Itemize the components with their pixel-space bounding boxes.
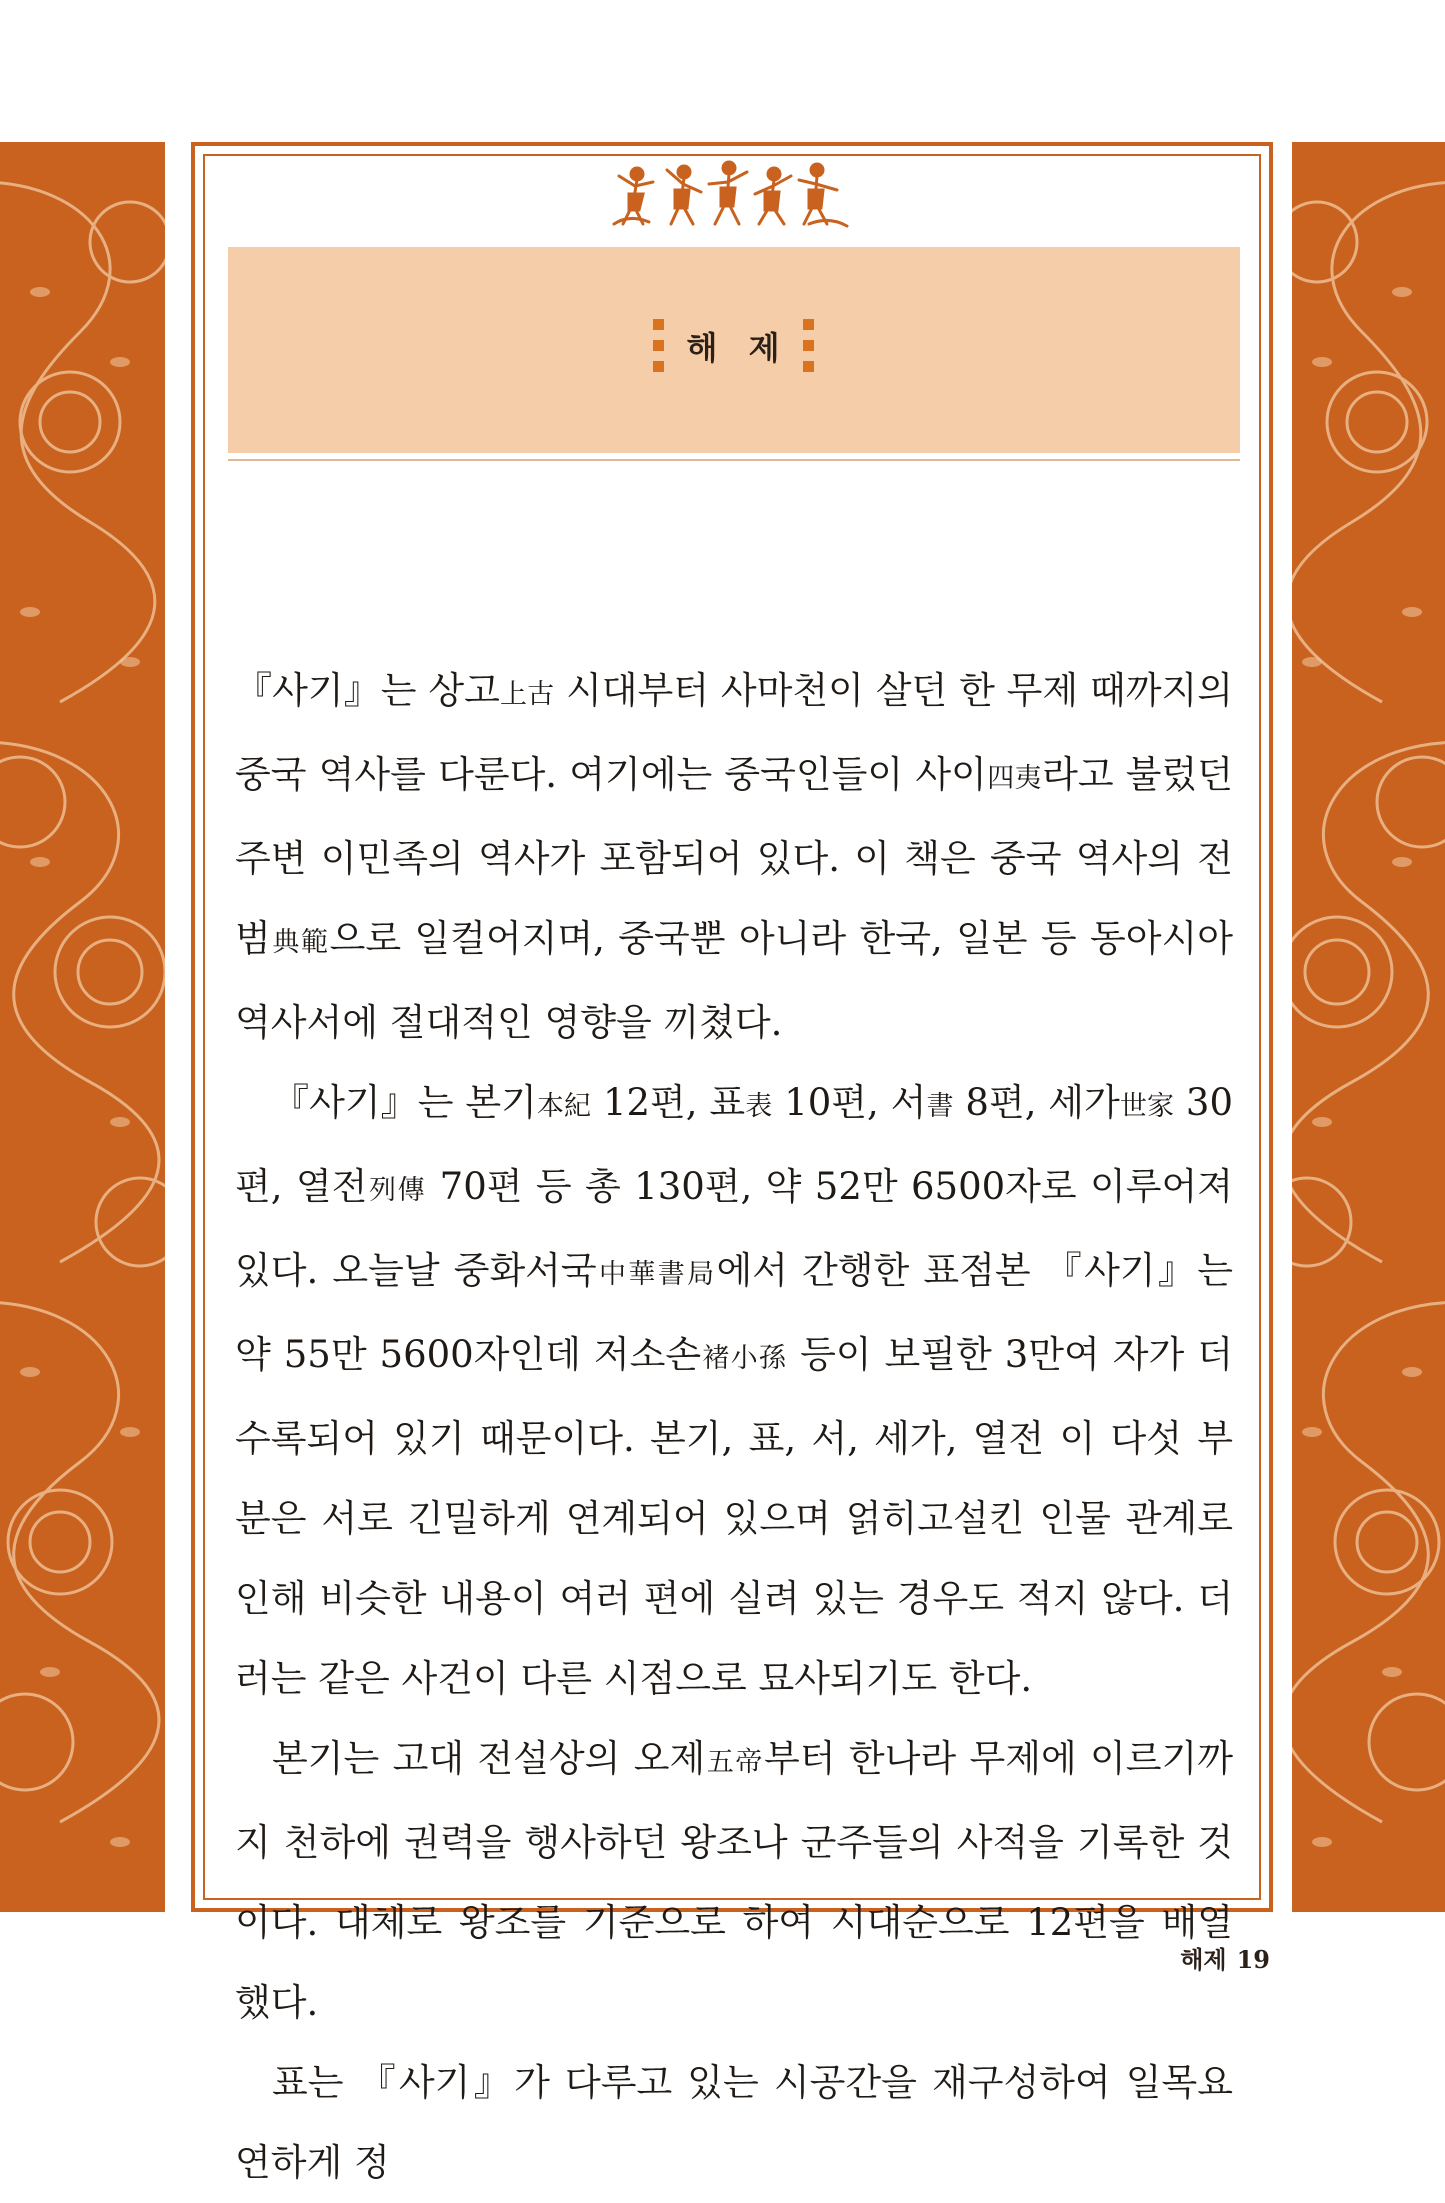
body-paragraph xyxy=(235,1063,1233,1719)
hanja-annotation: 列傳 xyxy=(367,1175,427,1206)
hanja-annotation: 典範 xyxy=(270,927,330,958)
hanja-annotation: 四夷 xyxy=(986,763,1043,794)
page-title: 해 제 xyxy=(686,329,790,367)
text-run: 8편, 세가 xyxy=(953,1081,1120,1124)
right-bracket-ornament-icon xyxy=(803,319,815,373)
hanja-annotation: 上古 xyxy=(499,679,555,710)
page-footer xyxy=(1150,1940,1270,1975)
hanja-annotation: 褚小孫 xyxy=(701,1343,788,1374)
text-run: 12편, 표 xyxy=(591,1081,746,1124)
left-bracket-ornament-icon xyxy=(653,319,665,373)
text-run: 에서 간행한 표점본 『사기』는 약 55만 5600자인데 저소손 xyxy=(235,1249,1233,1376)
body-text xyxy=(235,651,1233,2203)
body-paragraph xyxy=(235,651,1233,1063)
text-run: 30편, 열전 xyxy=(235,1081,1234,1208)
text-run: 70편 등 총 130편, 약 52만 6500자로 이루어져 있다. 오늘날 중화서국 xyxy=(235,1165,1234,1292)
swirl-pattern-icon xyxy=(1292,142,1445,1912)
text-run: 표는 『사기』가 다루고 있는 시공간을 재구성하여 일목요연하게 정 xyxy=(235,2061,1233,2184)
text-run: 본기는 고대 전설상의 오제 xyxy=(272,1737,706,1780)
ancient-dancers-icon xyxy=(609,154,849,234)
title-divider xyxy=(228,459,1240,461)
text-run: 부터 한나라 무제에 이르기까지 천하에 권력을 행사하던 왕조나 군주들의 사적을 기록한 것이다. 대체로 왕조를 기준으로 하여 시대순으로 12편을 배열했다. xyxy=(235,1737,1234,2024)
text-run: 『사기』는 상고 xyxy=(235,669,500,712)
text-run: 시대부터 사마천이 살던 한 무제 때까지의 중국 역사를 다룬다. 여기에는 중국인들이 사이 xyxy=(235,669,1233,796)
text-run: 으로 일컬어지며, 중국뿐 아니라 한국, 일본 등 동아시아 역사서에 절대적인 영향을 끼쳤다. xyxy=(235,917,1233,1044)
hanja-annotation: 表 xyxy=(745,1091,773,1122)
decorative-pattern-right xyxy=(1292,142,1445,1912)
hanja-annotation: 書 xyxy=(926,1091,954,1122)
page-number: 19 xyxy=(1236,1945,1270,1974)
hanja-annotation: 中華書局 xyxy=(596,1259,717,1290)
body-paragraph xyxy=(235,2043,1233,2203)
footer-section-label: 해제 xyxy=(1180,1945,1227,1974)
title-band xyxy=(228,247,1240,453)
text-run: 등이 보필한 3만여 자가 더 수록되어 있기 때문이다. 본기, 표, 서, 세가, 열전 이 다섯 부분은 서로 긴밀하게 연계되어 있으며 얽히고설킨 인물 관계로 인해 비슷한 내용이 여러 편에 실려 있는 경우도 적지 않다. 더러는 같은 사건이 다른 시점으로 묘사되기도 한다. xyxy=(235,1333,1233,1700)
body-paragraph xyxy=(235,1719,1233,2043)
swirl-pattern-icon xyxy=(0,142,165,1912)
text-run: 라고 불렀던 주변 이민족의 역사가 포함되어 있다. 이 책은 중국 역사의 전범 xyxy=(235,753,1233,960)
title-wrap xyxy=(228,319,1240,373)
hanja-annotation: 五帝 xyxy=(705,1747,765,1778)
hanja-annotation: 本紀 xyxy=(536,1091,592,1122)
text-run: 10편, 서 xyxy=(772,1081,927,1124)
text-run: 『사기』는 본기 xyxy=(272,1081,537,1124)
hanja-annotation: 世家 xyxy=(1119,1091,1175,1122)
decorative-pattern-left xyxy=(0,142,165,1912)
